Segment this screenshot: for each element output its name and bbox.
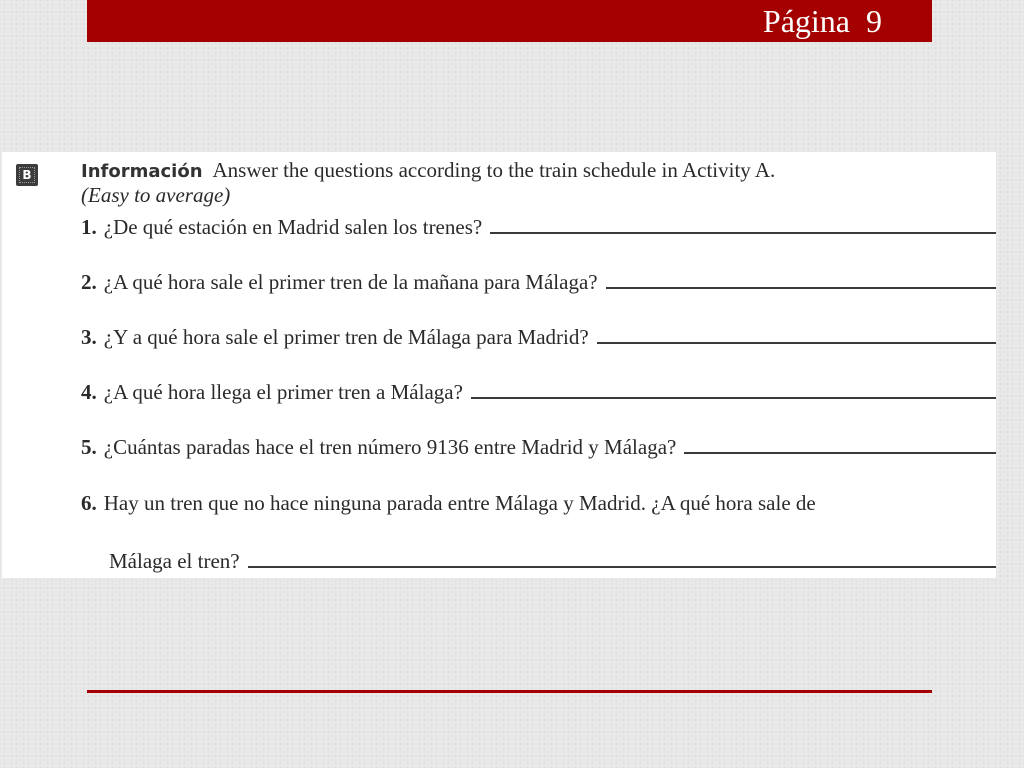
activity-heading bbox=[81, 157, 775, 185]
header-bar bbox=[87, 0, 932, 42]
question-1 bbox=[81, 214, 996, 240]
question-2 bbox=[81, 269, 996, 295]
question-number: 6. bbox=[81, 491, 97, 515]
question-number: 4. bbox=[81, 380, 97, 404]
activity-title: Información bbox=[81, 161, 203, 182]
difficulty-label: (Easy to average) bbox=[81, 183, 231, 207]
question-5 bbox=[81, 434, 996, 460]
question-text: ¿Y a qué hora sale el primer tren de Málaga para Madrid? bbox=[103, 325, 589, 349]
question-text: ¿De qué estación en Madrid salen los trenes? bbox=[103, 215, 483, 239]
answer-blank-4[interactable] bbox=[471, 379, 996, 399]
question-text: ¿A qué hora llega el primer tren a Málaga? bbox=[103, 380, 463, 404]
question-number: 5. bbox=[81, 435, 97, 459]
activity-instruction: Answer the questions according to the train schedule in Activity A. bbox=[212, 158, 776, 182]
bottom-divider bbox=[87, 690, 932, 693]
question-text: ¿A qué hora sale el primer tren de la mañana para Málaga? bbox=[103, 270, 598, 294]
activity-letter: B bbox=[22, 168, 32, 182]
question-6 bbox=[81, 490, 996, 516]
question-6-continuation bbox=[109, 548, 996, 574]
answer-blank-2[interactable] bbox=[606, 269, 996, 289]
question-number: 2. bbox=[81, 270, 97, 294]
answer-blank-6[interactable] bbox=[248, 548, 996, 568]
activity-badge bbox=[16, 164, 38, 186]
question-number: 3. bbox=[81, 325, 97, 349]
question-text: ¿Cuántas paradas hace el tren número 9136 entre Madrid y Málaga? bbox=[103, 435, 677, 459]
question-3 bbox=[81, 324, 996, 350]
worksheet-activity bbox=[2, 152, 996, 578]
question-number: 1. bbox=[81, 215, 97, 239]
page-number: Página 9 bbox=[762, 3, 882, 39]
answer-blank-5[interactable] bbox=[684, 434, 996, 454]
question-4 bbox=[81, 379, 996, 405]
question-text: Hay un tren que no hace ninguna parada entre Málaga y Madrid. ¿A qué hora sale de bbox=[103, 491, 816, 515]
answer-blank-1[interactable] bbox=[490, 214, 996, 234]
question-text-continuation: Málaga el tren? bbox=[109, 549, 240, 573]
answer-blank-3[interactable] bbox=[597, 324, 996, 344]
